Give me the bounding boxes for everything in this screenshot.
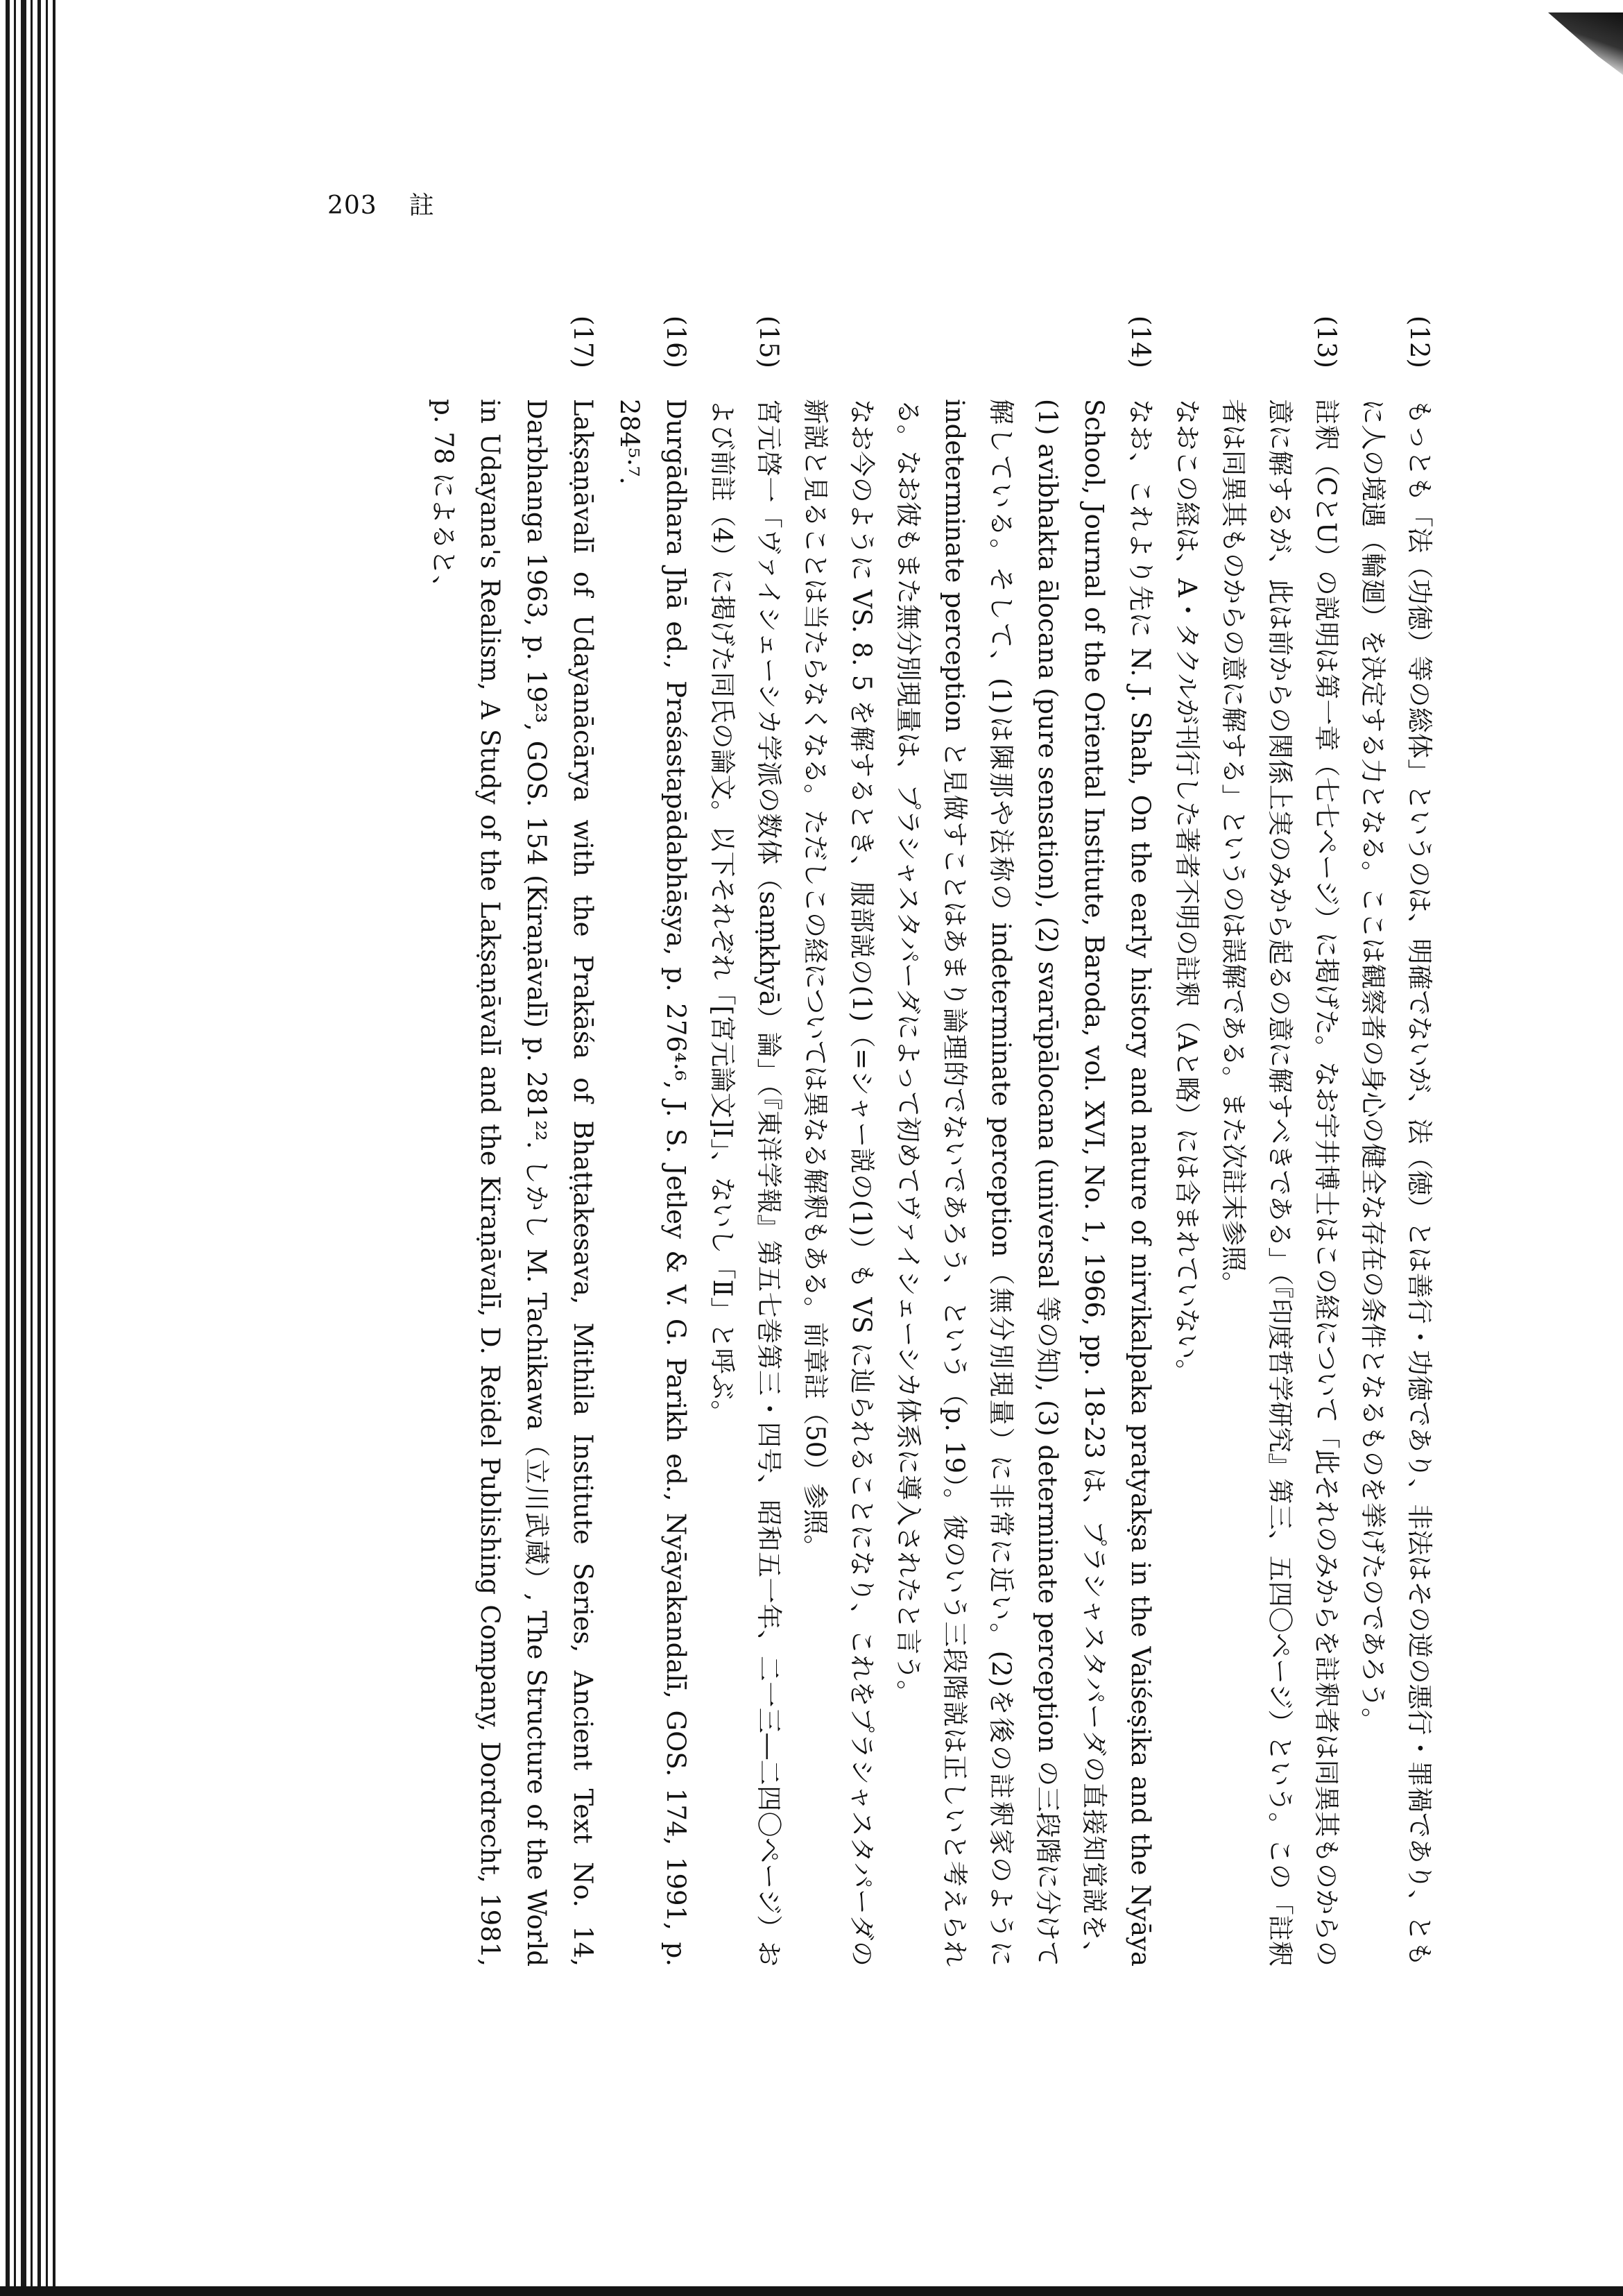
scan-bottom-edge bbox=[0, 2286, 1623, 2296]
note-number: (17) bbox=[568, 316, 598, 368]
note-paragraph: 註釈（CとU）の説明は第一章（七七ページ）に掲げた。なお宇井博士はこの経について「此それのみからを註釈者は同異其ものからの意に解するが、此は前からの関係上実のみから起るの意に解すべきである」（『印度哲学研究』第三、五四〇ページ）という。この「註釈者は同異其ものからの意に解する」というのは誤解である。また次註末参照。 bbox=[1219, 399, 1341, 1967]
note-number: (16) bbox=[661, 316, 691, 368]
note-16 bbox=[606, 316, 699, 1967]
scan-corner-artifact bbox=[1540, 12, 1623, 75]
note-paragraph: Lakṣaṇāvalī of Udayanācārya with the Prakāśa of Bhaṭṭakesava, Mithila Institute Series, Ancient Text No. 14, Darbhanga 1963, p. 19²³, GOS. 154 (Kiraṇāvalī) p. 281²². しかし M. Tachikawa（立川武蔵）, The Structure of the World in Udayana's Realism, A Study of the Lakṣaṇāvalī and the Kiraṇāvalī, D. Reidel Publishing Company, Dordrecht, 1981, p. 78 によると、 bbox=[429, 399, 598, 1967]
notes-body bbox=[264, 316, 1443, 1967]
page-number: 203 bbox=[327, 191, 377, 220]
book-binding-shadow bbox=[0, 0, 67, 2296]
note-number: (15) bbox=[754, 316, 784, 368]
note-paragraph: もっとも「法（功徳）等の総体」というのは、明確でないが、法（徳）とは善行・功徳であり、非法はその逆の悪行・罪禍であり、ともに人の境遇（輪廻）を決定する力となる。ここは観察者の身心の健全な存在の条件となるものを挙げたのであろう。 bbox=[1358, 399, 1434, 1967]
note-paragraph: なおこの経は、A・タクルが刊行した著者不明の註釈（Aと略）には含まれていない。 bbox=[1172, 399, 1202, 1385]
note-paragraph: なお、これより先に N. J. Shah, On the early history and nature of nirvikalpaka pratyakṣa in the Vaiśeṣika and the Nyāya School, Journal of the Oriental Institute, Baroda, vol. XVI, No. 1, 1966, pp. 18-23 は、プラシャスタパーダの直接知覚説を、(1) avibhakta ālocana (pure sensation), (2) svarūpālocana (universal 等の知), (3) determinate perception の三段階に分けて解している。そして、(1)は陳那や法称の indeterminate perception（無分別現量）に非常に近い。(2)を後の註釈家のように indeterminate perception と見做すことはあまり論理的でないであろう、という（p. 19）。彼のいう三段階説は正しいと考えられる。なお彼もまた無分別現量は、プラシャスタパーダによって初めてヴァイシェーシカ体系に導入されたと言う。 bbox=[893, 399, 1156, 1967]
note-15 bbox=[699, 316, 792, 1967]
note-paragraph: 宮元啓一「ヴァイシェーシカ学派の数体（saṃkhyā）論」（『東洋学報』第五七巻第三・四号、昭和五一年、二一三―二四〇ページ）および前註（4）に掲げた同氏の論文。以下それぞれ「[宮元論文]Ⅰ」、ないし「Ⅱ」と呼ぶ。 bbox=[707, 399, 784, 1967]
note-14 bbox=[792, 316, 1164, 1967]
note-12 bbox=[1350, 316, 1443, 1967]
running-title: 註 bbox=[409, 191, 434, 220]
note-paragraph: なお今のように VS. 8. 5 を解するとき、服部説の(1)（=シャー説の(1)）も VS に辿られることになり、これをプラシャスタパーダの新説と見ることは当たらなくなる。ただしこの経については異なる解釈もある。前章註（50）参照。 bbox=[800, 399, 877, 1967]
note-number: (13) bbox=[1312, 316, 1341, 368]
note-paragraph: Durgādhara Jhā ed., Praśastapādabhāṣya, p. 276⁴·⁶, J. S. Jetley & V. G. Parikh ed., Nyāyakandalī, GOS. 174, 1991, p. 284⁵·⁷. bbox=[615, 399, 691, 1967]
note-17 bbox=[420, 316, 606, 1967]
note-number: (12) bbox=[1405, 316, 1434, 368]
note-13 bbox=[1164, 316, 1350, 1967]
running-header bbox=[327, 186, 434, 221]
note-number: (14) bbox=[1126, 316, 1156, 368]
